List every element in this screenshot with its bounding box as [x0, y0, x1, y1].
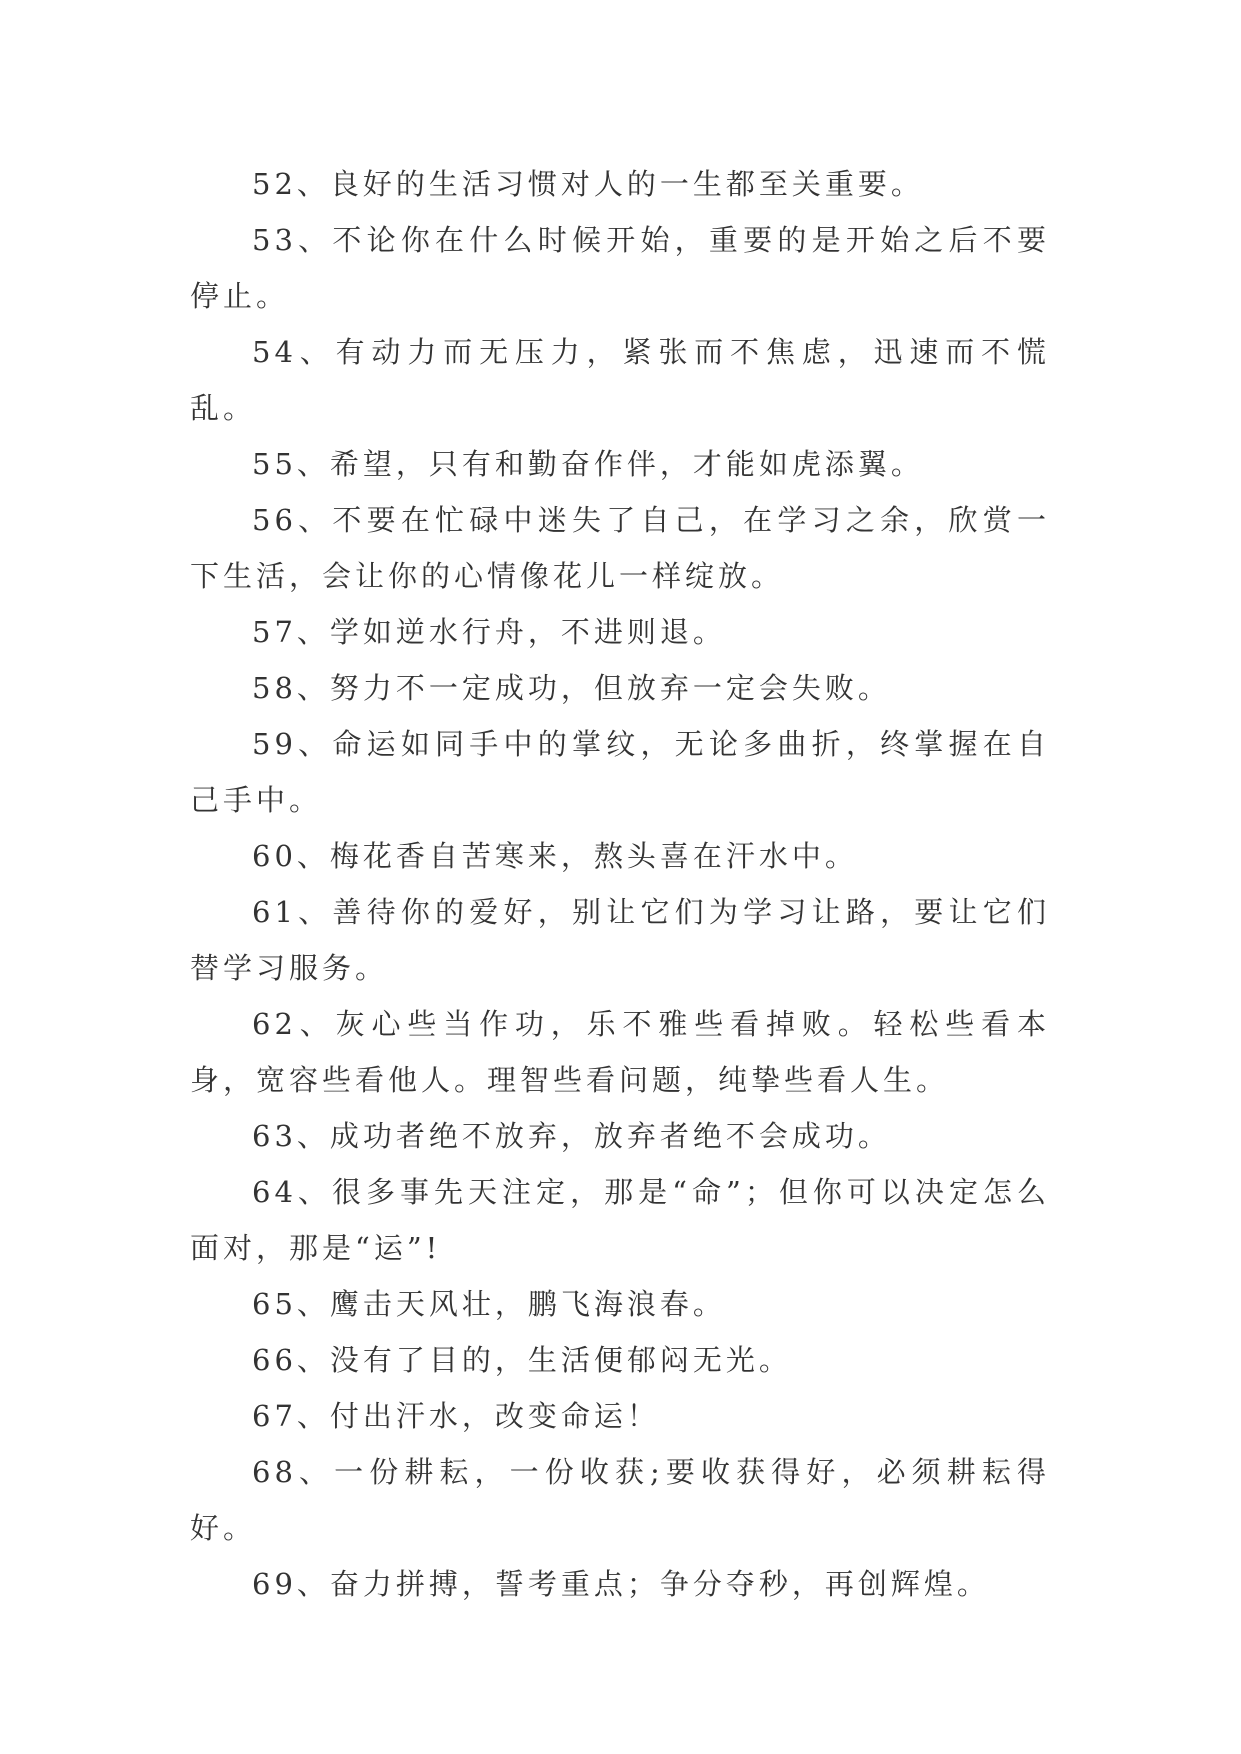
paragraph-53: 53、不论你在什么时候开始，重要的是开始之后不要停止。	[190, 223, 1050, 313]
paragraph-56: 56、不要在忙碌中迷失了自己，在学习之余，欣赏一下生活，会让你的心情像花儿一样绽放。	[190, 503, 1050, 593]
paragraph-58: 58、努力不一定成功，但放弃一定会失败。	[252, 671, 891, 705]
paragraph-63: 63、成功者绝不放弃，放弃者绝不会成功。	[252, 1119, 891, 1153]
paragraph-52: 52、良好的生活习惯对人的一生都至关重要。	[252, 167, 924, 201]
paragraph-55: 55、希望，只有和勤奋作伴，才能如虎添翼。	[252, 447, 924, 481]
paragraph-57: 57、学如逆水行舟，不进则退。	[252, 615, 726, 649]
paragraph-65: 65、鹰击天风壮，鹏飞海浪春。	[252, 1287, 726, 1321]
paragraph-59: 59、命运如同手中的掌纹，无论多曲折，终掌握在自己手中。	[190, 727, 1050, 817]
paragraph-66: 66、没有了目的，生活便郁闷无光。	[252, 1343, 792, 1377]
paragraph-68: 68、一份耕耘，一份收获;要收获得好，必须耕耘得好。	[190, 1455, 1050, 1545]
paragraph-64: 64、很多事先天注定，那是“命”；但你可以决定怎么面对，那是“运”!	[190, 1175, 1050, 1265]
paragraph-54: 54、有动力而无压力，紧张而不焦虑，迅速而不慌乱。	[190, 335, 1050, 425]
paragraph-67: 67、付出汗水，改变命运！	[252, 1399, 660, 1433]
paragraph-69: 69、奋力拼搏，誓考重点；争分夺秒，再创辉煌。	[252, 1567, 990, 1601]
paragraph-61: 61、善待你的爱好，别让它们为学习让路，要让它们替学习服务。	[190, 895, 1050, 985]
paragraph-60: 60、梅花香自苦寒来，熬头喜在汗水中。	[252, 839, 858, 873]
document-body	[190, 156, 1050, 1612]
paragraph-62: 62、灰心些当作功，乐不雅些看掉败。轻松些看本身，宽容些看他人。理智些看问题，纯挚些看人生。	[190, 1007, 1050, 1097]
